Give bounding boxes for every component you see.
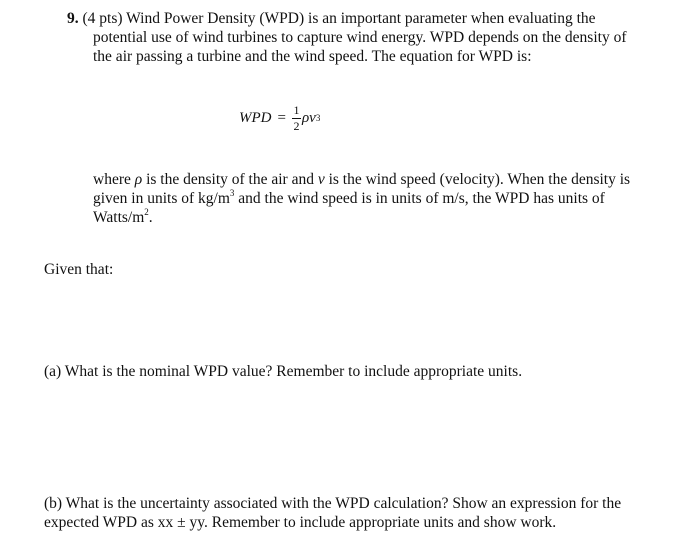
- equation-lhs: WPD: [239, 109, 272, 126]
- intro-line-3: the air passing a turbine and the wind speed. The equation for WPD is:: [93, 48, 532, 65]
- part-b: [44, 494, 621, 532]
- equation-v: v: [309, 109, 316, 126]
- fraction-numerator: 1: [293, 102, 300, 117]
- definition-v: v: [317, 171, 325, 188]
- definition-text-2b: and the wind speed is in units of m/s, the WPD has units of: [234, 190, 605, 207]
- intro-line-2: potential use of wind turbines to capture wind energy. WPD depends on the density of: [93, 29, 627, 46]
- intro-text-1: (4 pts) Wind Power Density (WPD) is an important parameter when evaluating the: [78, 10, 596, 27]
- question-number: 9.: [67, 10, 79, 27]
- definition-line-1: [93, 170, 630, 189]
- definition-text-1a: where: [93, 171, 135, 188]
- wpd-equation: WPD = $\frac{1}{2}$ ρ v 3: [239, 102, 321, 133]
- definition-paragraph: [93, 170, 630, 227]
- equation-equals: =: [277, 109, 286, 126]
- intro-line-1: [67, 9, 627, 28]
- fraction-denominator: 2: [293, 118, 300, 133]
- definition-text-2a: given in units of kg/m: [93, 190, 230, 207]
- definition-sup-3: 3: [229, 188, 235, 198]
- equation-rho: ρ: [301, 109, 310, 126]
- definition-rho: ρ: [134, 171, 143, 188]
- given-label: Given that:: [44, 261, 114, 278]
- definition-text-3a: Watts/m: [93, 209, 145, 226]
- definition-text-1b: is the density of the air and: [142, 171, 318, 188]
- question-intro: [67, 9, 627, 66]
- part-b-line-2: expected WPD as xx ± yy. Remember to include appropriate units and show work.: [44, 514, 557, 531]
- definition-line-3: [93, 208, 630, 227]
- part-a: (a) What is the nominal WPD value? Remember to include appropriate units.: [44, 363, 523, 380]
- definition-text-3b: .: [148, 209, 153, 226]
- equation-fraction: [292, 104, 301, 133]
- definition-sup-2: 2: [144, 207, 149, 217]
- definition-line-2: [93, 189, 630, 208]
- part-b-line-1: (b) What is the uncertainty associated with the WPD calculation? Show an expression for the: [44, 495, 622, 512]
- definition-text-1c: is the wind speed (velocity). When the density is: [324, 171, 631, 188]
